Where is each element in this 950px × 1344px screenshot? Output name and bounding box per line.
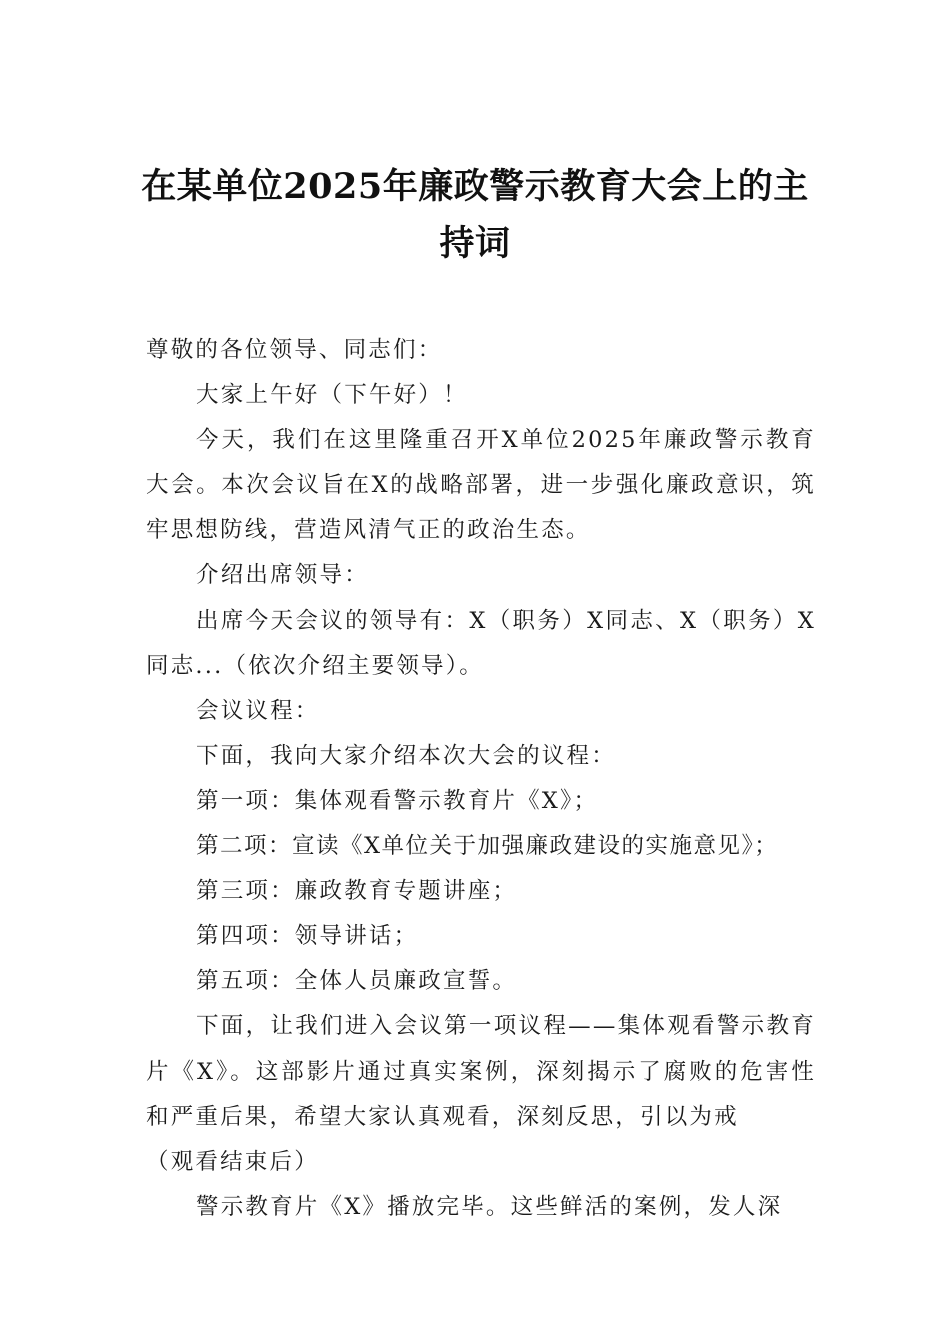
paragraph-leaders: 出席今天会议的领导有：X（职务）X同志、X（职务）X同志...（依次介绍主要领导）。 [146, 607, 816, 679]
paragraph-opening: 今天，我们在这里隆重召开X单位2025年廉政警示教育大会。本次会议旨在X的战略部署，进一步强化廉政意识，筑牢思想防线，营造风清气正的政治生态。 [146, 427, 816, 544]
paragraph-greeting: 大家上午好（下午好）！ [196, 382, 468, 409]
agenda-item-3: 第三项：廉政教育专题讲座； [196, 878, 518, 905]
paragraph-agenda-heading: 会议议程： [196, 697, 320, 724]
agenda-item-5: 第五项：全体人员廉政宣誓。 [196, 968, 518, 995]
agenda-item-2: 第二项：宣读《X单位关于加强廉政建设的实施意见》； [196, 833, 779, 860]
paragraph-leaders-heading: 介绍出席领导： [196, 562, 369, 589]
paragraph-after-viewing: （观看结束后） [146, 1148, 319, 1175]
agenda-item-4: 第四项：领导讲话； [196, 923, 419, 950]
agenda-item-1: 第一项：集体观看警示教育片《X》； [196, 787, 599, 814]
paragraph-film-finished: 警示教育片《X》播放完毕。这些鲜活的案例，发人深 [196, 1193, 783, 1220]
document-body [146, 328, 816, 1230]
document-title: 在某单位2025年廉政警示教育大会上的主持词 [141, 166, 809, 264]
paragraph-first-item: 下面，让我们进入会议第一项议程——集体观看警示教育片《X》。这部影片通过真实案例，深刻揭示了腐败的危害性和严重后果，希望大家认真观看，深刻反思，引以为戒 [146, 1013, 816, 1130]
paragraph-agenda-intro: 下面，我向大家介绍本次大会的议程： [196, 742, 616, 769]
salutation: 尊敬的各位领导、同志们： [146, 337, 443, 363]
